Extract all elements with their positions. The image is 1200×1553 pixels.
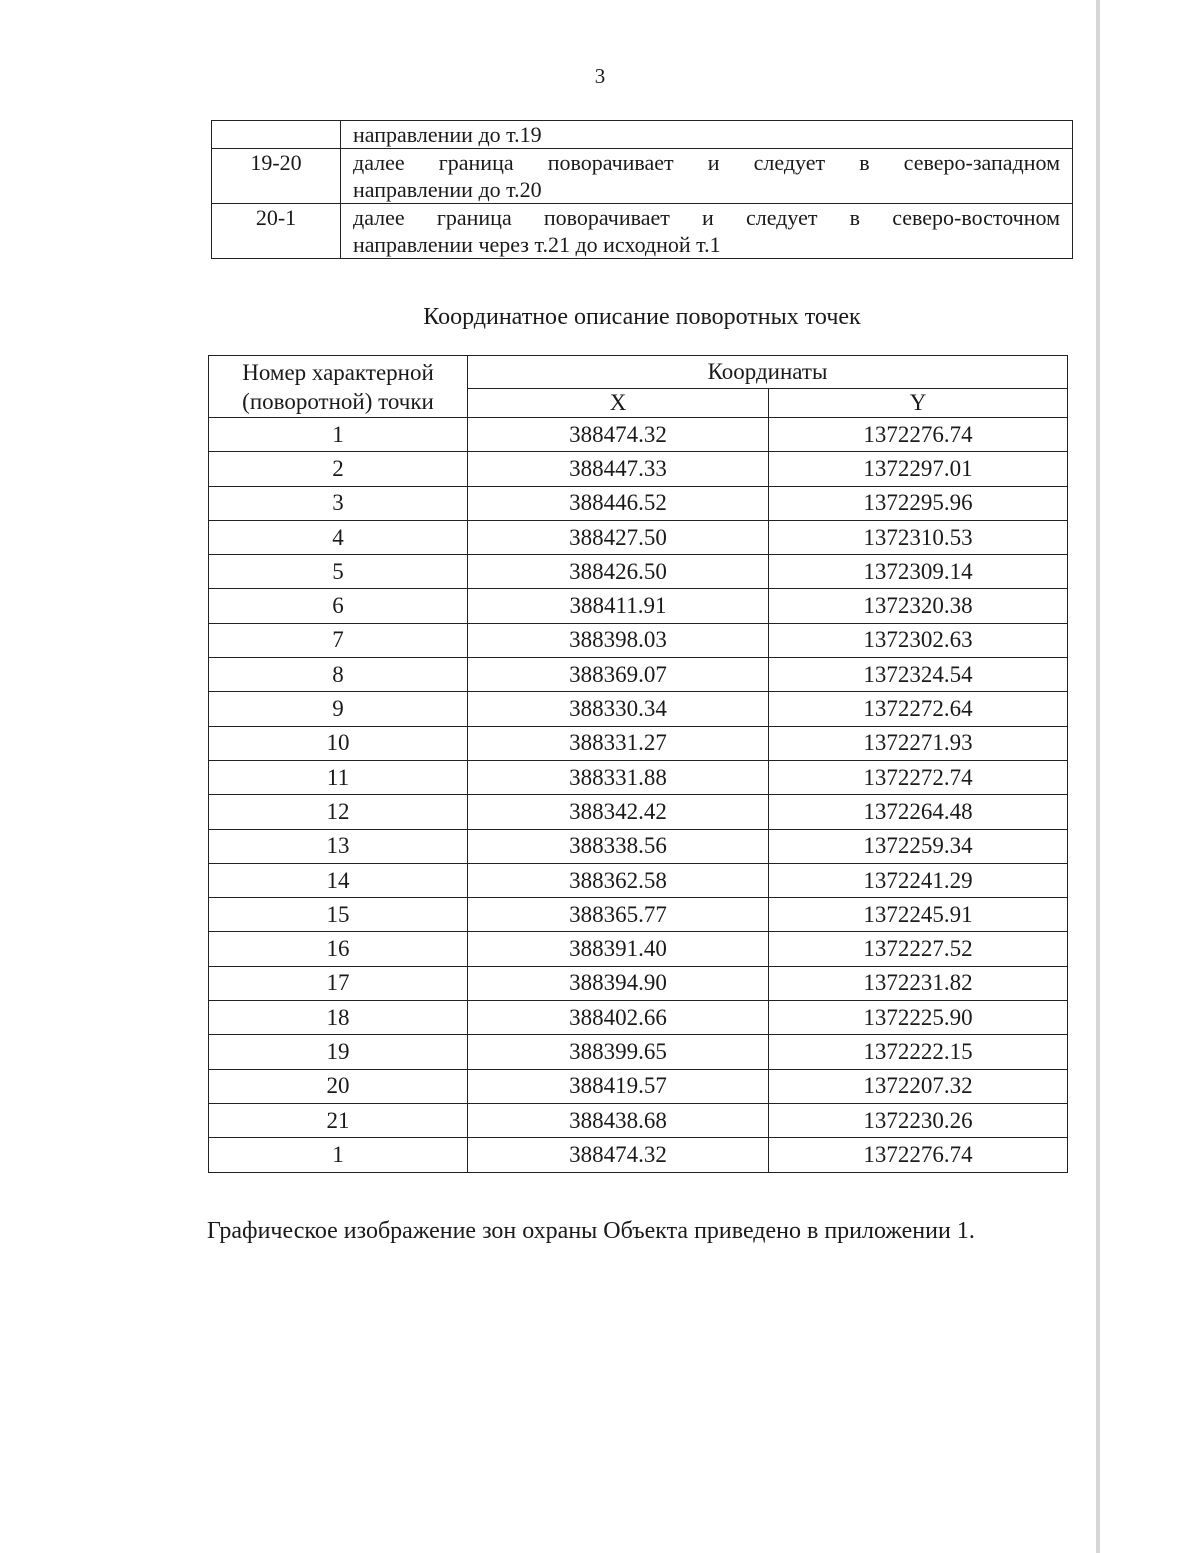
point-number-cell: 10 — [209, 726, 468, 760]
y-coordinate-cell: 1372225.90 — [769, 1001, 1068, 1035]
description-cell — [341, 149, 1073, 204]
y-coordinate-cell: 1372222.15 — [769, 1035, 1068, 1069]
point-number-cell: 21 — [209, 1103, 468, 1137]
coords-row — [209, 1001, 1068, 1035]
point-number-cell: 19 — [209, 1035, 468, 1069]
header-point-line1: Номер характерной — [242, 359, 434, 385]
coords-row — [209, 795, 1068, 829]
boundary-row — [212, 149, 1073, 204]
point-number-cell: 2 — [209, 452, 468, 486]
coords-row — [209, 760, 1068, 794]
description-line: направлении до т.20 — [353, 177, 542, 202]
x-coordinate-cell: 388398.03 — [468, 623, 769, 657]
coords-row — [209, 452, 1068, 486]
y-coordinate-cell: 1372272.74 — [769, 760, 1068, 794]
x-coordinate-cell: 388365.77 — [468, 898, 769, 932]
x-coordinate-cell: 388419.57 — [468, 1069, 769, 1103]
x-coordinate-cell: 388447.33 — [468, 452, 769, 486]
coords-row — [209, 658, 1068, 692]
coords-header-row — [209, 356, 1068, 389]
coords-row — [209, 623, 1068, 657]
point-number-cell: 3 — [209, 486, 468, 520]
y-coordinate-cell: 1372320.38 — [769, 589, 1068, 623]
point-number-cell: 11 — [209, 760, 468, 794]
y-coordinate-cell: 1372276.74 — [769, 418, 1068, 452]
x-coordinate-cell: 388342.42 — [468, 795, 769, 829]
y-coordinate-cell: 1372276.74 — [769, 1138, 1068, 1172]
y-coordinate-cell: 1372295.96 — [769, 486, 1068, 520]
x-coordinate-cell: 388362.58 — [468, 863, 769, 897]
point-number-cell: 14 — [209, 863, 468, 897]
description-line: далее граница поворачивает и следует в северо-восточном — [353, 205, 1060, 230]
coordinates-table — [208, 355, 1068, 1173]
point-number-cell: 6 — [209, 589, 468, 623]
y-coordinate-cell: 1372271.93 — [769, 726, 1068, 760]
segment-cell: 20-1 — [212, 204, 341, 259]
x-coordinate-cell: 388426.50 — [468, 555, 769, 589]
x-coordinate-cell: 388474.32 — [468, 1138, 769, 1172]
x-coordinate-cell: 388446.52 — [468, 486, 769, 520]
point-number-cell: 20 — [209, 1069, 468, 1103]
x-coordinate-cell: 388474.32 — [468, 418, 769, 452]
header-point-line2: (поворотной) точки — [242, 388, 434, 414]
point-number-cell: 7 — [209, 623, 468, 657]
point-number-cell: 5 — [209, 555, 468, 589]
y-coordinate-cell: 1372259.34 — [769, 829, 1068, 863]
y-coordinate-cell: 1372309.14 — [769, 555, 1068, 589]
coords-row — [209, 1069, 1068, 1103]
description-line: направлении до т.19 — [353, 122, 542, 147]
boundary-description-table — [211, 120, 1073, 259]
coords-row — [209, 966, 1068, 1000]
x-coordinate-cell: 388394.90 — [468, 966, 769, 1000]
x-coordinate-cell: 388331.27 — [468, 726, 769, 760]
coords-row — [209, 486, 1068, 520]
point-number-cell: 16 — [209, 932, 468, 966]
x-coordinate-cell: 388331.88 — [468, 760, 769, 794]
y-coordinate-cell: 1372207.32 — [769, 1069, 1068, 1103]
y-coordinate-cell: 1372297.01 — [769, 452, 1068, 486]
point-number-cell: 13 — [209, 829, 468, 863]
x-coordinate-cell: 388369.07 — [468, 658, 769, 692]
coords-row — [209, 898, 1068, 932]
coords-row — [209, 932, 1068, 966]
point-number-cell: 1 — [209, 1138, 468, 1172]
boundary-row — [212, 204, 1073, 259]
point-number-cell: 4 — [209, 520, 468, 554]
y-coordinate-cell: 1372241.29 — [769, 863, 1068, 897]
coords-row — [209, 1138, 1068, 1172]
y-coordinate-cell: 1372302.63 — [769, 623, 1068, 657]
y-coordinate-cell: 1372230.26 — [769, 1103, 1068, 1137]
coords-row — [209, 1103, 1068, 1137]
point-number-cell: 9 — [209, 692, 468, 726]
y-coordinate-cell: 1372264.48 — [769, 795, 1068, 829]
description-line: направлении через т.21 до исходной т.1 — [353, 232, 721, 257]
y-coordinate-cell: 1372310.53 — [769, 520, 1068, 554]
coords-row — [209, 726, 1068, 760]
footer-note: Графическое изображение зон охраны Объекта приведено в приложении 1. — [207, 1218, 975, 1244]
coords-row — [209, 1035, 1068, 1069]
description-cell — [341, 204, 1073, 259]
coords-row — [209, 589, 1068, 623]
y-coordinate-cell: 1372272.64 — [769, 692, 1068, 726]
y-coordinate-cell: 1372245.91 — [769, 898, 1068, 932]
page-number: 3 — [594, 64, 606, 88]
y-coordinate-cell: 1372231.82 — [769, 966, 1068, 1000]
section-title: Координатное описание поворотных точек — [423, 304, 861, 330]
y-coordinate-cell: 1372227.52 — [769, 932, 1068, 966]
header-coordinates: Координаты — [468, 356, 1068, 389]
x-coordinate-cell: 388399.65 — [468, 1035, 769, 1069]
x-coordinate-cell: 388438.68 — [468, 1103, 769, 1137]
header-point-number — [209, 356, 468, 418]
point-number-cell: 15 — [209, 898, 468, 932]
description-cell — [341, 121, 1073, 149]
segment-cell — [212, 121, 341, 149]
coords-row — [209, 692, 1068, 726]
point-number-cell: 8 — [209, 658, 468, 692]
x-coordinate-cell: 388402.66 — [468, 1001, 769, 1035]
point-number-cell: 1 — [209, 418, 468, 452]
scan-edge — [1096, 0, 1100, 1553]
header-x: X — [468, 389, 769, 418]
x-coordinate-cell: 388427.50 — [468, 520, 769, 554]
x-coordinate-cell: 388330.34 — [468, 692, 769, 726]
header-y: Y — [769, 389, 1068, 418]
x-coordinate-cell: 388338.56 — [468, 829, 769, 863]
coords-row — [209, 555, 1068, 589]
segment-cell: 19-20 — [212, 149, 341, 204]
point-number-cell: 12 — [209, 795, 468, 829]
coords-row — [209, 520, 1068, 554]
point-number-cell: 17 — [209, 966, 468, 1000]
point-number-cell: 18 — [209, 1001, 468, 1035]
boundary-row — [212, 121, 1073, 149]
x-coordinate-cell: 388391.40 — [468, 932, 769, 966]
x-coordinate-cell: 388411.91 — [468, 589, 769, 623]
coords-row — [209, 418, 1068, 452]
description-line: далее граница поворачивает и следует в северо-западном — [353, 150, 1060, 175]
y-coordinate-cell: 1372324.54 — [769, 658, 1068, 692]
coords-row — [209, 863, 1068, 897]
coords-row — [209, 829, 1068, 863]
